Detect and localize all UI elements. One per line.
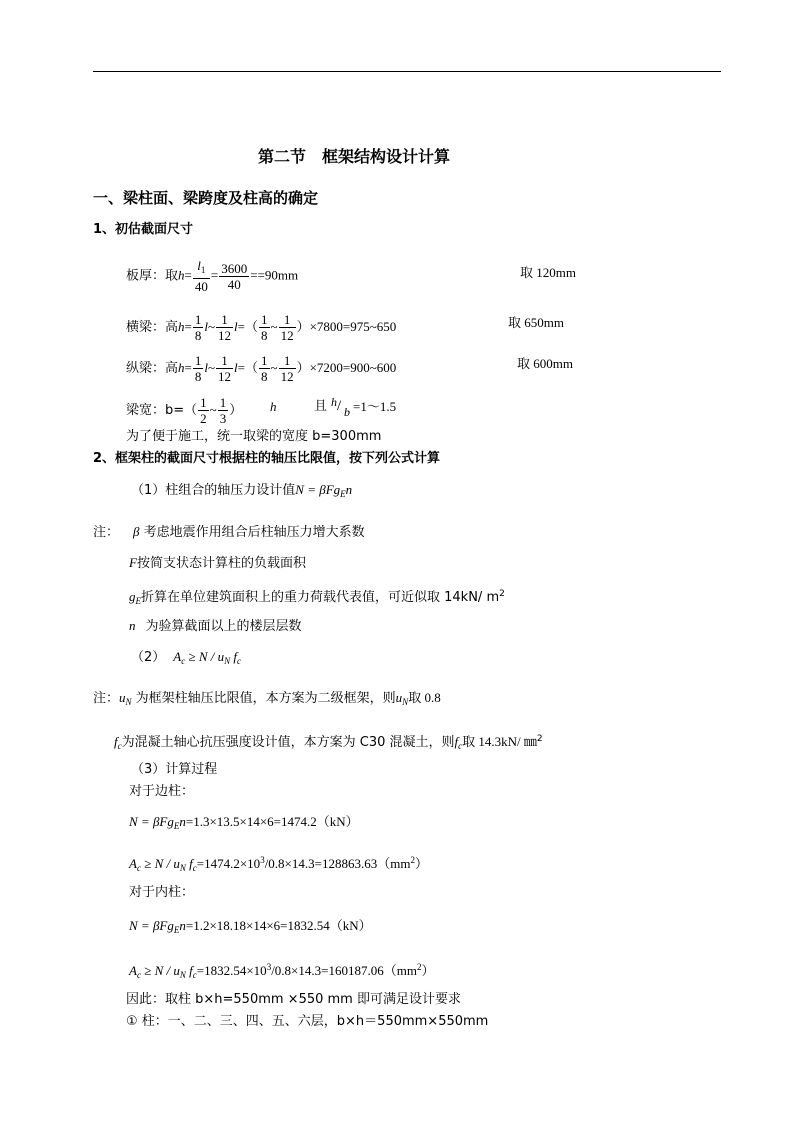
tilde: ~ [207, 319, 216, 334]
tilde: ~ [207, 360, 216, 375]
note-2-u [93, 688, 441, 712]
N-sub: E [173, 821, 180, 831]
slab-take: 取 120mm [520, 265, 576, 280]
fraction-1-12-b [279, 312, 296, 343]
beam-width-line [126, 395, 242, 426]
subsection-heading-1: 1、初估截面尺寸 [93, 222, 194, 237]
eq-sign: = [184, 267, 192, 283]
n-text: 为验算截面以上的楼层层数 [145, 619, 302, 634]
N-sub: E [173, 925, 180, 935]
den-12: 12 [218, 328, 232, 343]
fraction-1-3 [218, 395, 229, 426]
width-label: 梁宽：b=（ [126, 403, 198, 418]
note2-text3: 为混凝土轴心抗压强度设计值，本方案为 C30 混凝土，则 [121, 735, 455, 750]
den-40: 40 [194, 279, 208, 294]
edge-A-sup: 3 [260, 855, 265, 865]
A-symbol: A [129, 963, 137, 978]
A-symbol: A [173, 649, 182, 664]
width-var-h: h [270, 399, 277, 414]
note-1-F [129, 553, 306, 574]
edge-N-value: =1.3×13.5×14×6=1474.2（kN） [185, 814, 359, 829]
f-sub: c [192, 863, 197, 873]
note-1-beta [93, 522, 365, 543]
fraction-1-8 [193, 312, 204, 343]
item1-sub: E [340, 489, 346, 499]
fraction-l1-40 [193, 258, 210, 294]
hb-h: h [331, 395, 337, 409]
edge-A-sup2: 2 [410, 855, 415, 865]
note2-text4: 取 14.3kN/ ㎜ [462, 734, 537, 749]
note-2-f [114, 729, 543, 756]
eq-sign: = [184, 360, 192, 375]
tilde: ~ [209, 402, 217, 417]
inner-N-value: =1.2×18.18×14×6=1832.54（kN） [185, 918, 372, 933]
u-sub: N [224, 656, 231, 666]
transverse-beam-line [126, 312, 396, 343]
hb-slash: / [337, 398, 342, 414]
lparen: （ [245, 320, 259, 335]
note2-sup: 2 [536, 734, 543, 744]
n-symbol: n [129, 618, 136, 633]
hbeam-expr: ×7800=975~650 [309, 319, 397, 334]
u-sub: N [179, 863, 186, 873]
edge-A-value: =1474.2×10 [196, 856, 261, 871]
note2-prefix: 注： [93, 691, 120, 706]
inner-A-rest: /0.8×14.3=160187.06（mm [271, 963, 417, 978]
var-l: l [234, 319, 238, 334]
N-formula: N = βFg [129, 918, 174, 933]
num-1: 1 [216, 312, 233, 328]
fraction-3600-40 [219, 261, 249, 292]
lbeam-take: 取 600mm [517, 356, 573, 371]
beta-symbol: β [133, 524, 140, 539]
den-8: 8 [194, 328, 202, 343]
edge-column-label: 对于边柱： [129, 784, 195, 799]
num-1: 1 [219, 395, 227, 410]
rparen: ） [296, 320, 310, 335]
fraction-1-8-b [259, 353, 270, 384]
column-size-text: ① 柱：一、二、三、四、五、六层，b×h＝550mm×550mm [126, 1014, 489, 1029]
den-12: 12 [218, 369, 232, 384]
slab-result: ==90mm [250, 267, 299, 283]
u-symbol-2: u [395, 690, 403, 705]
eq-sign: = [237, 360, 245, 375]
inner-A-value: =1832.54×10 [196, 963, 267, 978]
num-1: 1 [194, 353, 202, 368]
var-l: l [197, 258, 201, 273]
N-formula: N = βFg [129, 814, 174, 829]
den-8: 8 [194, 369, 202, 384]
item1-formula: N = βFg [295, 482, 341, 497]
slab-thickness-line [126, 258, 298, 294]
item-1-line [131, 480, 352, 504]
g-text: 折算在单位建筑面积上的重力荷载代表值，可近似取 14kN/ m [141, 590, 500, 605]
beta-text: 考虑地震作用组合后柱轴压力增大系数 [139, 525, 365, 540]
inner-A-sup: 3 [266, 962, 272, 972]
fraction-1-8 [193, 353, 204, 384]
note1-prefix: 注： [93, 525, 120, 540]
note-1-n [129, 616, 302, 637]
den-12: 12 [280, 369, 294, 384]
g-symbol: g [129, 589, 136, 604]
lbeam-label: 纵梁：高 [126, 361, 179, 376]
F-symbol: F [129, 555, 137, 570]
g-sub: E [135, 596, 141, 606]
slab-label: 板厚：取 [126, 268, 179, 284]
f-symbol: f [185, 856, 193, 871]
edge-A-rest: /0.8×14.3=128863.63（mm [264, 856, 411, 871]
A-sub: c [136, 863, 141, 873]
hbeam-label: 横梁：高 [126, 320, 179, 335]
A-symbol: A [129, 856, 137, 871]
inner-A-end: ） [421, 964, 435, 979]
item2-label: （2） [131, 650, 166, 665]
tilde: ~ [270, 360, 278, 375]
F-text: 按简支状态计算柱的负载面积 [136, 556, 306, 571]
eq-sign-2: = [210, 267, 219, 283]
var-h: h [178, 360, 185, 375]
hbeam-take: 取 650mm [508, 315, 564, 330]
u-sub: N [125, 697, 132, 707]
f-sub: c [117, 741, 122, 751]
edge-N-line [129, 812, 359, 836]
width-and: 且 [314, 399, 328, 414]
var-h: h [178, 267, 185, 283]
den-3: 3 [219, 411, 227, 426]
item-2-line [131, 647, 241, 671]
var-l: l [234, 360, 238, 375]
item1-n: n [345, 482, 353, 497]
width-range: =1～1.5 [353, 399, 397, 414]
den-12: 12 [280, 328, 294, 343]
rparen: ） [229, 403, 243, 418]
inner-column-label: 对于内柱： [129, 885, 195, 900]
subsection-heading-2: 2、框架柱的截面尺寸根据柱的轴压比限值，按下列公式计算 [93, 451, 441, 466]
note2-text2: 取 0.8 [408, 690, 441, 705]
num-1: 1 [200, 395, 207, 410]
u-sub-2: N [402, 697, 409, 707]
num-1: 1 [261, 353, 268, 368]
inner-A-line [129, 957, 434, 985]
item2-rel: ≥ N / u [185, 649, 225, 664]
edge-A-line [129, 850, 428, 878]
lparen: （ [245, 361, 259, 376]
fraction-1-12 [216, 312, 233, 343]
fraction-1-12-b [279, 353, 296, 384]
var-h: h [178, 319, 185, 334]
u-sub: N [179, 970, 186, 980]
A-sub: c [136, 970, 141, 980]
hb-b: b [344, 405, 350, 419]
var-l: l [204, 360, 208, 375]
uniform-width-text: 为了便于施工，统一取梁的宽度 b=300mm [126, 429, 382, 444]
g-sup: 2 [499, 589, 505, 599]
f-symbol: f [185, 963, 193, 978]
longitudinal-beam-line [126, 353, 396, 384]
section-heading-1: 一、梁柱面、梁跨度及柱高的确定 [93, 189, 319, 207]
rparen: ） [296, 361, 310, 376]
u-symbol: u [119, 690, 126, 705]
A-rel: ≥ N / u [140, 963, 180, 978]
den-8: 8 [261, 328, 268, 343]
N-n: n [179, 814, 186, 829]
den-2: 2 [200, 411, 207, 426]
N-n: n [179, 918, 186, 933]
tilde: ~ [270, 319, 278, 334]
var-l: l [204, 319, 208, 334]
page-title: 第二节 框架结构设计计算 [258, 147, 451, 166]
item-3-label: （3）计算过程 [131, 762, 218, 777]
num-3600: 3600 [221, 260, 248, 276]
f-sub: c [237, 656, 242, 666]
f-sub: c [192, 970, 197, 980]
A-rel: ≥ N / u [140, 856, 180, 871]
inner-N-line [129, 916, 372, 940]
sub-1: 1 [200, 265, 206, 275]
fraction-1-12 [216, 353, 233, 384]
note-1-g [129, 584, 505, 611]
num-1: 1 [261, 312, 268, 327]
note2-text1: 为框架柱轴压比限值，本方案为二级框架，则 [131, 691, 396, 706]
fraction-1-8-b [259, 312, 270, 343]
den-40-b: 40 [227, 276, 241, 292]
header-rule [93, 71, 721, 72]
f-symbol: f [114, 734, 118, 749]
lbeam-expr: ×7200=900~600 [309, 360, 397, 375]
eq-sign: = [184, 319, 192, 334]
eq-sign: = [237, 319, 245, 334]
f-sub-2: c [458, 741, 463, 751]
num-1: 1 [194, 312, 202, 327]
item1-label: （1）柱组合的轴压力设计值 [131, 483, 296, 498]
f-symbol-2: f [454, 734, 459, 749]
den-8: 8 [261, 369, 268, 384]
A-sub: c [181, 656, 186, 666]
num-1: 1 [216, 353, 233, 369]
inner-A-sup2: 2 [416, 962, 422, 972]
fraction-1-2 [198, 395, 209, 426]
num-1: 1 [279, 312, 296, 328]
conclusion-text: 因此：取柱 b×h=550mm ×550 mm 即可满足设计要求 [126, 992, 461, 1007]
num-1: 1 [279, 353, 296, 369]
edge-A-end: ） [414, 857, 428, 872]
f-symbol: f [230, 649, 238, 664]
